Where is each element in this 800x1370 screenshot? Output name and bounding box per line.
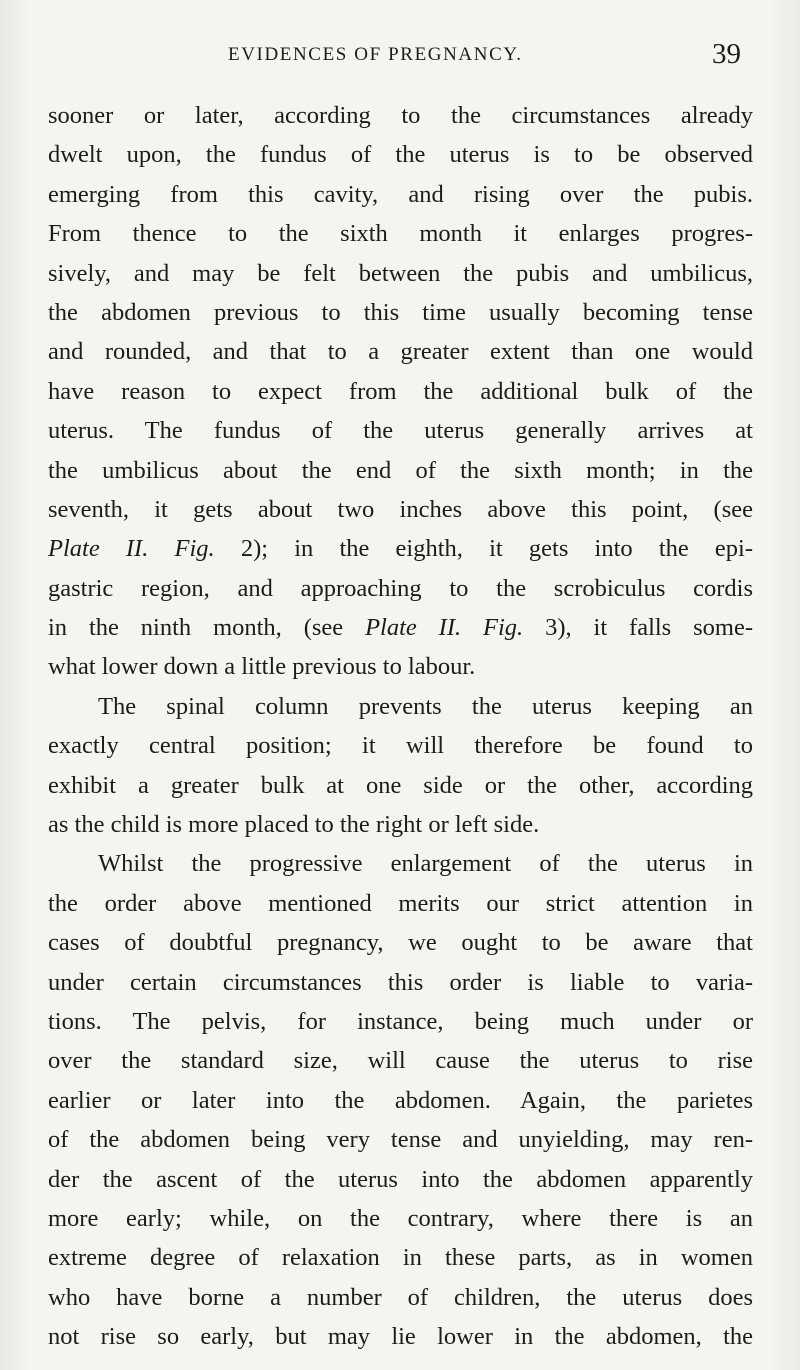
text-line: over the standard size, will cause the uterus to rise [48, 1047, 753, 1075]
text-line: the order above mentioned merits our strict attention in [48, 889, 753, 917]
page-header [0, 38, 800, 78]
text-line: exhibit a greater bulk at one side or the other, according [48, 771, 753, 799]
text-line: From thence to the sixth month it enlarges progres- [48, 220, 753, 248]
plate-reference: Plate II. Fig. [48, 535, 215, 563]
text-line: uterus. The fundus of the uterus generally arrives at [48, 417, 753, 445]
text-line: earlier or later into the abdomen. Again, the parietes [48, 1086, 753, 1114]
paragraph [48, 687, 753, 845]
text-line: who have borne a number of children, the uterus does [48, 1283, 753, 1311]
text-line: cases of doubtful pregnancy, we ought to be aware that [48, 929, 753, 957]
text-line: Whilst the progressive enlargement of the uterus in [98, 850, 753, 878]
text-line: The spinal column prevents the uterus keeping an [98, 692, 753, 720]
paragraph [48, 844, 753, 1356]
paragraph [48, 96, 753, 687]
text-line: sooner or later, according to the circumstances already [48, 102, 753, 129]
text-line: emerging from this cavity, and rising over the pubis. [48, 180, 753, 208]
text-line: extreme degree of relaxation in these parts, as in women [48, 1244, 753, 1272]
page-number: 39 [712, 38, 741, 70]
text-line: sively, and may be felt between the pubis and umbilicus, [48, 259, 753, 287]
text-line: der the ascent of the uterus into the abdomen apparently [48, 1165, 753, 1193]
text-line: more early; while, on the contrary, where there is an [48, 1204, 753, 1232]
text-line: under certain circumstances this order is liable to varia- [48, 968, 753, 996]
text-line: of the abdomen being very tense and unyielding, may ren- [48, 1126, 753, 1154]
running-head: EVIDENCES OF PREGNANCY. [228, 44, 523, 65]
text-line: and rounded, and that to a greater extent than one would [48, 338, 753, 366]
text-line: exactly central position; it will therefore be found to [48, 732, 753, 760]
text-line: the abdomen previous to this time usually becoming tense [48, 298, 753, 326]
plate-reference: Plate II. Fig. [365, 614, 524, 642]
text-line: dwelt upon, the fundus of the uterus is to be observed [48, 141, 753, 169]
text-line: have reason to expect from the additional bulk of the [48, 377, 753, 405]
body-text [48, 96, 753, 1357]
text-line: Plate II. Fig. 2); in the eighth, it gets into the epi- [48, 535, 754, 563]
text-line: in the ninth month, (see Plate II. Fig. 3), it falls some- [48, 614, 753, 642]
text-line: gastric region, and approaching to the scrobiculus cordis [48, 574, 753, 602]
text-line: the umbilicus about the end of the sixth month; in the [48, 456, 753, 484]
text-line: what lower down a little previous to labour. [48, 653, 476, 681]
text-line: as the child is more placed to the right or left side. [48, 811, 540, 839]
text-line: tions. The pelvis, for instance, being much under or [48, 1007, 753, 1035]
text-line: not rise so early, but may lie lower in the abdomen, the [48, 1323, 753, 1351]
text-line: seventh, it gets about two inches above this point, (see [48, 495, 753, 523]
